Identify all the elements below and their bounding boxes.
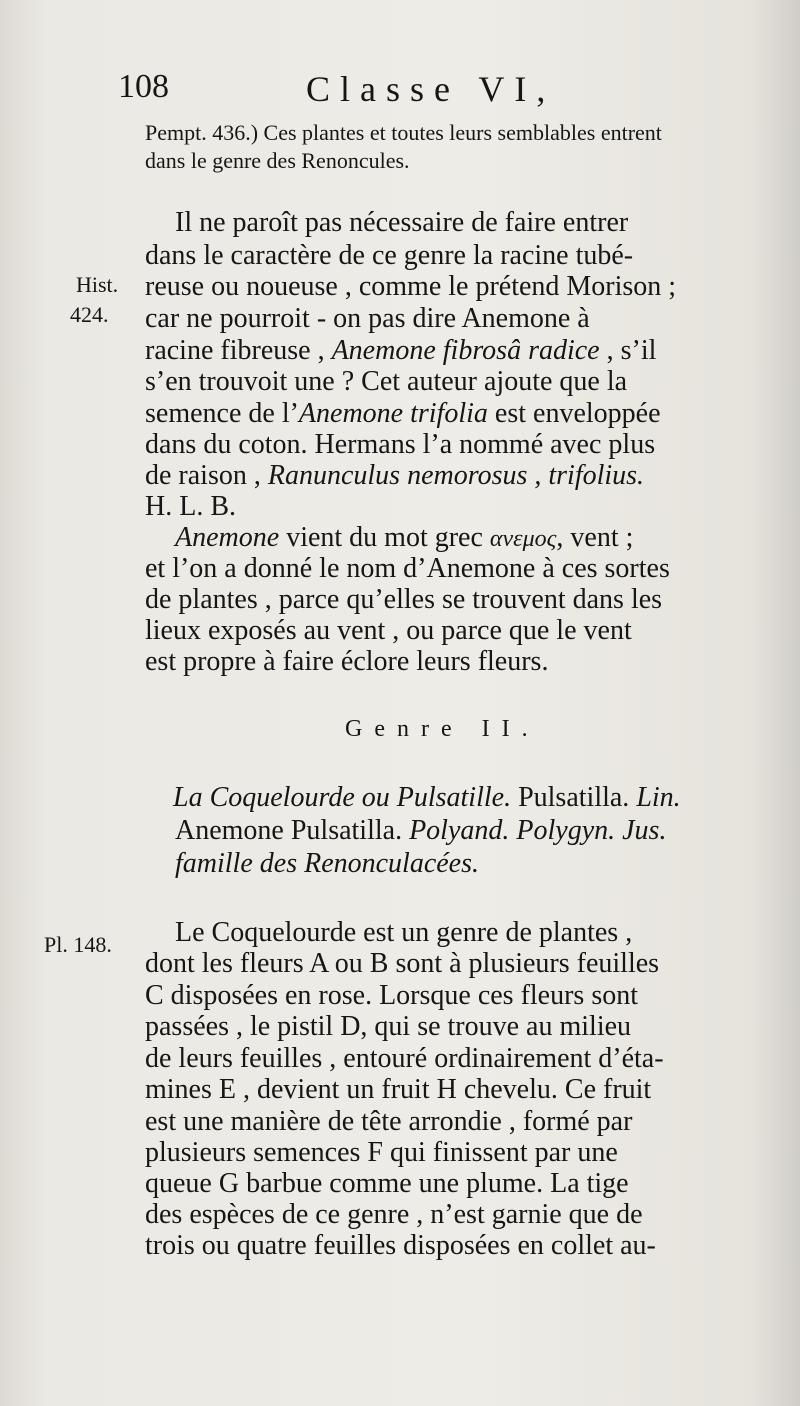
text-line: des espèces de ce genre , n’est garnie que de (145, 1199, 643, 1230)
text-line: mines E , devient un fruit H chevelu. Ce fruit (145, 1074, 652, 1105)
italic-span: Anemone fibrosâ radice (331, 335, 600, 366)
text-span: de raison , (145, 460, 268, 491)
margin-note-hist: Hist. (76, 272, 119, 297)
running-title: Classe VI, (306, 69, 556, 109)
italic-span: Ranunculus nemorosus , trifolius. (267, 460, 645, 491)
text-line: car ne pourroit - on pas dire Anemone à (145, 303, 590, 334)
text-span: Anemone Pulsatilla. (175, 815, 410, 846)
text-line: passées , le pistil D, qui se trouve au milieu (145, 1011, 632, 1042)
text-line: est propre à faire éclore leurs fleurs. (145, 646, 549, 677)
text-line: C disposées en rose. Lorsque ces fleurs sont (145, 980, 639, 1011)
section-heading: Genre II. (345, 716, 540, 742)
text-line: dans le genre des Renoncules. (145, 148, 410, 173)
text-line: s’en trouvoit une ? Cet auteur ajoute que la (145, 366, 628, 397)
italic-span: famille des Renonculacées. (175, 848, 480, 879)
text-line: dans le caractère de ce genre la racine tubé- (145, 240, 634, 271)
page-number: 108 (118, 68, 169, 105)
body-text (145, 0, 785, 1406)
text-span: Pulsatilla. (511, 782, 637, 813)
italic-span: Anemone trifolia (298, 398, 488, 429)
margin-note-page-ref: 424. (70, 302, 109, 327)
text-line (145, 398, 661, 430)
italic-span: Polyand. Polygyn. Jus. (409, 815, 667, 846)
text-line: plusieurs semences F qui finissent par une (145, 1137, 618, 1168)
text-span: vient du mot grec (279, 522, 490, 553)
text-line: dans du coton. Hermans l’a nommé avec plus (145, 429, 656, 460)
italic-span: La Coquelourde ou Pulsatille. (173, 782, 512, 813)
margin-note-plate: Pl. 148. (44, 932, 112, 957)
text-line: reuse ou noueuse , comme le prétend Morison ; (145, 271, 677, 302)
text-line: de leurs feuilles , entouré ordinairement d’éta- (145, 1043, 664, 1074)
text-line: Il ne paroît pas nécessaire de faire entrer (175, 207, 629, 238)
text-line (145, 335, 656, 367)
greek-word: ανεμος (489, 526, 557, 552)
text-span: racine fibreuse , (145, 335, 332, 366)
text-line (173, 782, 681, 814)
text-line: Pempt. 436.) Ces plantes et toutes leurs semblables entrent (145, 120, 662, 145)
text-span: , vent ; (556, 522, 634, 553)
text-line: trois ou quatre feuilles disposées en collet au- (145, 1230, 656, 1261)
text-line: Le Coquelourde est un genre de plantes , (175, 917, 633, 948)
text-line: queue G barbue comme une plume. La tige (145, 1168, 629, 1199)
text-line: et l’on a donné le nom d’Anemone à ces sortes (145, 553, 670, 584)
text-line: est une manière de tête arrondie , formé par (145, 1106, 633, 1137)
text-line: lieux exposés au vent , ou parce que le vent (145, 615, 632, 646)
text-span: , s’il (599, 335, 657, 366)
italic-span: Anemone (175, 522, 280, 553)
text-line: dont les fleurs A ou B sont à plusieurs feuilles (145, 948, 660, 979)
text-line (175, 848, 479, 880)
text-line (175, 522, 633, 554)
italic-span: Lin. (636, 782, 681, 813)
text-span: semence de l’ (145, 398, 299, 429)
text-span: est enveloppée (487, 398, 661, 429)
text-line: de plantes , parce qu’elles se trouvent dans les (145, 584, 663, 615)
text-line: H. L. B. (145, 491, 236, 522)
text-line (175, 815, 666, 847)
text-line (145, 460, 644, 492)
